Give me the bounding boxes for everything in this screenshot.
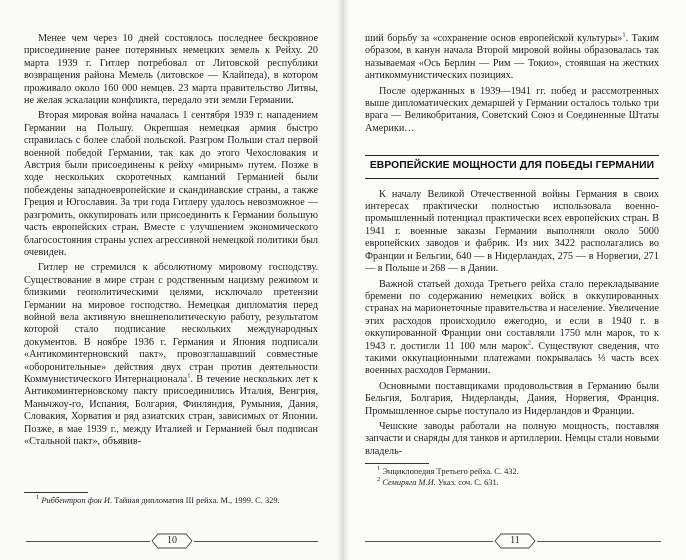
left-page-body: [24, 33, 318, 451]
footnotes: [365, 467, 659, 489]
footnote-text: Энциклопедия Третьего рейха. С. 432.: [382, 467, 519, 476]
page-number-rule-left: [26, 541, 150, 542]
page-number-rule-right: [537, 541, 661, 542]
paragraph-text: Гитлер не стремился к абсолютному мировому господству. Существование в мире стран с родственным нацизму режимом и близкими геополитическими целями, исключало претензии Германии на мировое господство. Немецкая дипломатия перед войной вела активную внешнеполитическую работу, результатом которой стало подписание нескольких международных документов. В ноябре 1936 г. Германия и Япония подписали «Антикоминтерновский пакт», провозглашавший совместные «оборонительные» действия двух стран против деятельности Коммунистического Интернационала: [24, 262, 318, 385]
footnote-number: 2: [377, 476, 381, 483]
paragraph: Чешские заводы работали на полную мощность, поставляя запчасти и снаряды для танков и артиллерии. Немцы стали новыми владель-: [365, 420, 659, 457]
footnote: [365, 478, 659, 489]
book-gutter-shadow: [336, 0, 350, 560]
page-number-rule-left: [365, 541, 493, 542]
paragraph: Менее чем через 10 дней состоялось последнее бескровное присоединение ранее потерянных немецких земель к Рейху. 20 марта 1939 г. Гитлер потребовал от Литовской республики возвращения района Мемель (литовское — Клайпеда), в котором проживало около 160 000 немцев. 23 марта правительство Литвы, не желая эскалации конфликта, передало эти земли Германии.: [24, 33, 318, 107]
footnote: [365, 467, 659, 478]
paragraph: Основными поставщиками продовольствия в Германию были Бельгия, Болгария, Нидерланды, Дания, Норвегия, Франция. Промышленное сырье поступало из Нидерландов и Франции.: [365, 380, 659, 417]
paragraph: После одержанных в 1939—1941 гг. побед и рассмотренных выше дипломатических демаршей у Германии осталось только три врага — Великобритания, Советский Союз и Соединенные Штаты Америки…: [365, 85, 659, 134]
footnote-author: Риббентроп фон И.: [41, 496, 113, 505]
paragraph: Вторая мировая война началась 1 сентября 1939 г. нападением Германии на Польшу. Окрепшая немецкая армия быстро справилась с более слабой польской. Разгром Польши стал первой военной победой Германии, так как до этого Чехословакия и Австрия были присоединены к рейху «мирным» путем. Позже в ходе нескольких скоротечных кампаний Германией были побеждены западноевропейские и скандинавские страны, а также Греция и Югославия. За три года Гитлеру удалось невозможное — разгромить, оккупировать или присоединить к Германии большую часть европейских стран. Вместе с улучшением экономического благосостояния страны успех агрессивной немецкой политики был очевиден.: [24, 110, 318, 258]
page-number-rule-right: [194, 541, 318, 542]
paragraph: [365, 279, 659, 378]
page-number-badge: [150, 533, 194, 549]
paragraph-text: . Таким образом, в канун начала Второй мировой войны образовалась так называемая «Ось Берлин — Рим — Токио», стоявшая на жестких антикоммунистических позициях.: [365, 33, 659, 82]
paragraph: Гитлер не стремился к абсолютному мировому господству. Существование в мире стран с родственным нацизму режимом и близкими геополитическими целями, исключало претензии Германии на мировое господство. Немецкая дипломатия перед войной вела активную внешнеполитическую работу, результатом которой стало подписание нескольких международных документов. В ноябре 1936 г. Германия и Япония подписали «Антикоминтерновский пакт», провозглашавший совместные «оборонительные» действия двух стран против деятельности Коммунистического Интернационала$^1$. В течение нескольких лет к Антикоминтерновскому пакту присоединились Италия, Венгрия, Маньчжоу-го, Испания, Болгария, Финляндия, Румыния, Дания, Словакия, Хорватия и ряд азиатских стран, зависимых от Японии. Позже, в мае 1939 г., между Италией и Германией был подписан «Стальной пакт», объявив-: [24, 262, 319, 447]
footnote-separator: [24, 492, 88, 493]
paragraph-text: . Существуют сведения, что такими оккупационными платежами покрывалась ⅓ часть всех военных расходов Германии.: [365, 340, 659, 377]
paragraph-text: ший борьбу за «сохранение основ европейской культуры»: [365, 33, 623, 44]
section-heading-box: [365, 155, 659, 178]
footnote-number: 1: [377, 465, 381, 473]
footnotes: [24, 496, 318, 507]
footnote: [24, 496, 318, 507]
footnote-text: Указ. соч. С. 631.: [437, 477, 499, 487]
section-heading: ЕВРОПЕЙСКИЕ МОЩНОСТИ ДЛЯ ПОБЕДЫ ГЕРМАНИИ: [369, 160, 655, 172]
footnote-number: 1: [36, 494, 40, 502]
page-number: 11: [510, 535, 520, 546]
footnote-text: Тайная дипломатия III рейха. М., 1999. С. 329.: [114, 496, 280, 505]
footnote-reference[interactable]: 1: [187, 372, 191, 380]
paragraph: [365, 33, 659, 83]
right-page: [343, 0, 686, 560]
footnote-reference[interactable]: 2: [527, 339, 531, 347]
page-number: 10: [167, 535, 177, 546]
paragraph: К началу Великой Отечественной войны Германия в своих интересах практически полностью использовала военно-промышленный потенциал практически всех европейских стран. В 1941 г. военные заказы Германии выполняли около 5000 европейских заводов и фабрик. Из них 3422 располагались во Франции и Бельгии, 640 — в Нидерландах, 275 — в Норвегии, 271 — в Польше и 268 — в Дании.: [365, 188, 659, 275]
footnote-reference[interactable]: 1: [622, 31, 626, 39]
right-page-body: [365, 33, 659, 461]
footnote-author: Семиряга М.И.: [382, 477, 436, 487]
paragraph-text: Важной статьей дохода Третьего рейха стало перекладывание бремени по содержанию немецких войск в оккупированных странах на марионеточные правительства и население. Увеличение этих расходов происходило ежегодно, и если в 1940 г. в оккупированной Франции они составляли 1750 млн марок, то к 1943 г. достигли 11 100 млн марок: [365, 278, 659, 352]
footnote-separator: [365, 463, 429, 464]
page-number-badge: [493, 533, 537, 549]
paragraph-text: В течение нескольких лет к Антикоминтерновскому пакту присоединились Италия, Венгрия, Маньчжоу-го, Испания, Болгария, Финляндия, Румыния, Дания, Словакия, Хорватия и ряд азиатских стран, зависимых от Японии. Позже, в мае 1939 г., между Италией и Германией был подписан «Стальной пакт», объявив-: [24, 373, 319, 447]
